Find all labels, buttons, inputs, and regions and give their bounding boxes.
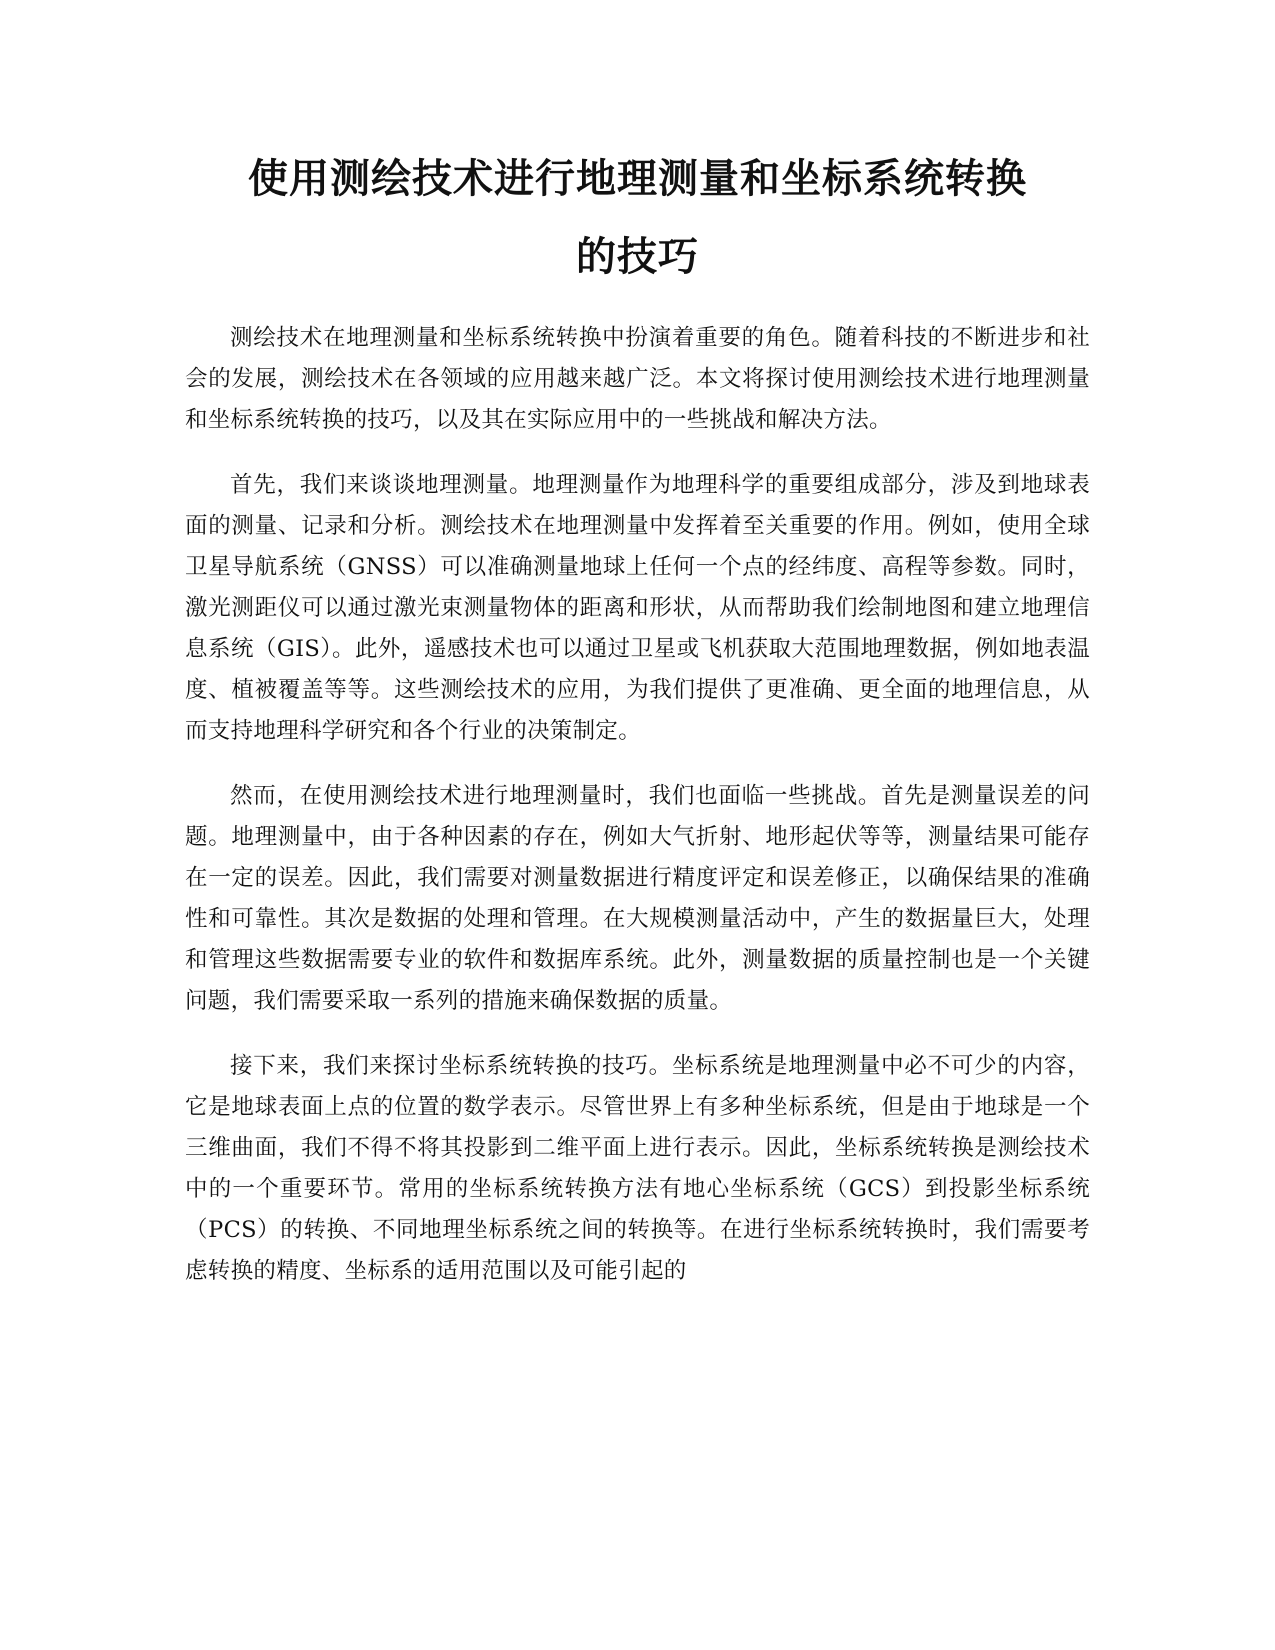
paragraph-3: 然而，在使用测绘技术进行地理测量时，我们也面临一些挑战。首先是测量误差的问题。地理测量中，由于各种因素的存在，例如大气折射、地形起伏等等，测量结果可能存在一定的误差。因此，我们需要对测量数据进行精度评定和误差修正，以确保结果的准确性和可靠性。其次是数据的处理和管理。在大规模测量活动中，产生的数据量巨大，处理和管理这些数据需要专业的软件和数据库系统。此外，测量数据的质量控制也是一个关键问题，我们需要采取一系列的措施来确保数据的质量。 bbox=[185, 783, 1090, 1014]
paragraph-1: 测绘技术在地理测量和坐标系统转换中扮演着重要的角色。随着科技的不断进步和社会的发展，测绘技术在各领域的应用越来越广泛。本文将探讨使用测绘技术进行地理测量和坐标系统转换的技巧，以及其在实际应用中的一些挑战和解决方法。 bbox=[185, 325, 1090, 433]
document-body bbox=[185, 318, 1090, 1316]
paragraph-2: 首先，我们来谈谈地理测量。地理测量作为地理科学的重要组成部分，涉及到地球表面的测量、记录和分析。测绘技术在地理测量中发挥着至关重要的作用。例如，使用全球卫星导航系统（GNSS）可以准确测量地球上任何一个点的经纬度、高程等参数。同时，激光测距仪可以通过激光束测量物体的距离和形状，从而帮助我们绘制地图和建立地理信息系统（GIS）。此外，遥感技术也可以通过卫星或飞机获取大范围地理数据，例如地表温度、植被覆盖等等。这些测绘技术的应用，为我们提供了更准确、更全面的地理信息，从而支持地理科学研究和各个行业的决策制定。 bbox=[185, 472, 1090, 744]
document-title bbox=[170, 140, 1105, 296]
title-line-1: 使用测绘技术进行地理测量和坐标系统转换 bbox=[248, 156, 1027, 202]
paragraph-4: 接下来，我们来探讨坐标系统转换的技巧。坐标系统是地理测量中必不可少的内容，它是地球表面上点的位置的数学表示。尽管世界上有多种坐标系统，但是由于地球是一个三维曲面，我们不得不将其投影到二维平面上进行表示。因此，坐标系统转换是测绘技术中的一个重要环节。常用的坐标系统转换方法有地心坐标系统（GCS）到投影坐标系统（PCS）的转换、不同地理坐标系统之间的转换等。在进行坐标系统转换时，我们需要考虑转换的精度、坐标系的适用范围以及可能引起的 bbox=[185, 1053, 1090, 1284]
title-line-2: 的技巧 bbox=[576, 234, 699, 280]
